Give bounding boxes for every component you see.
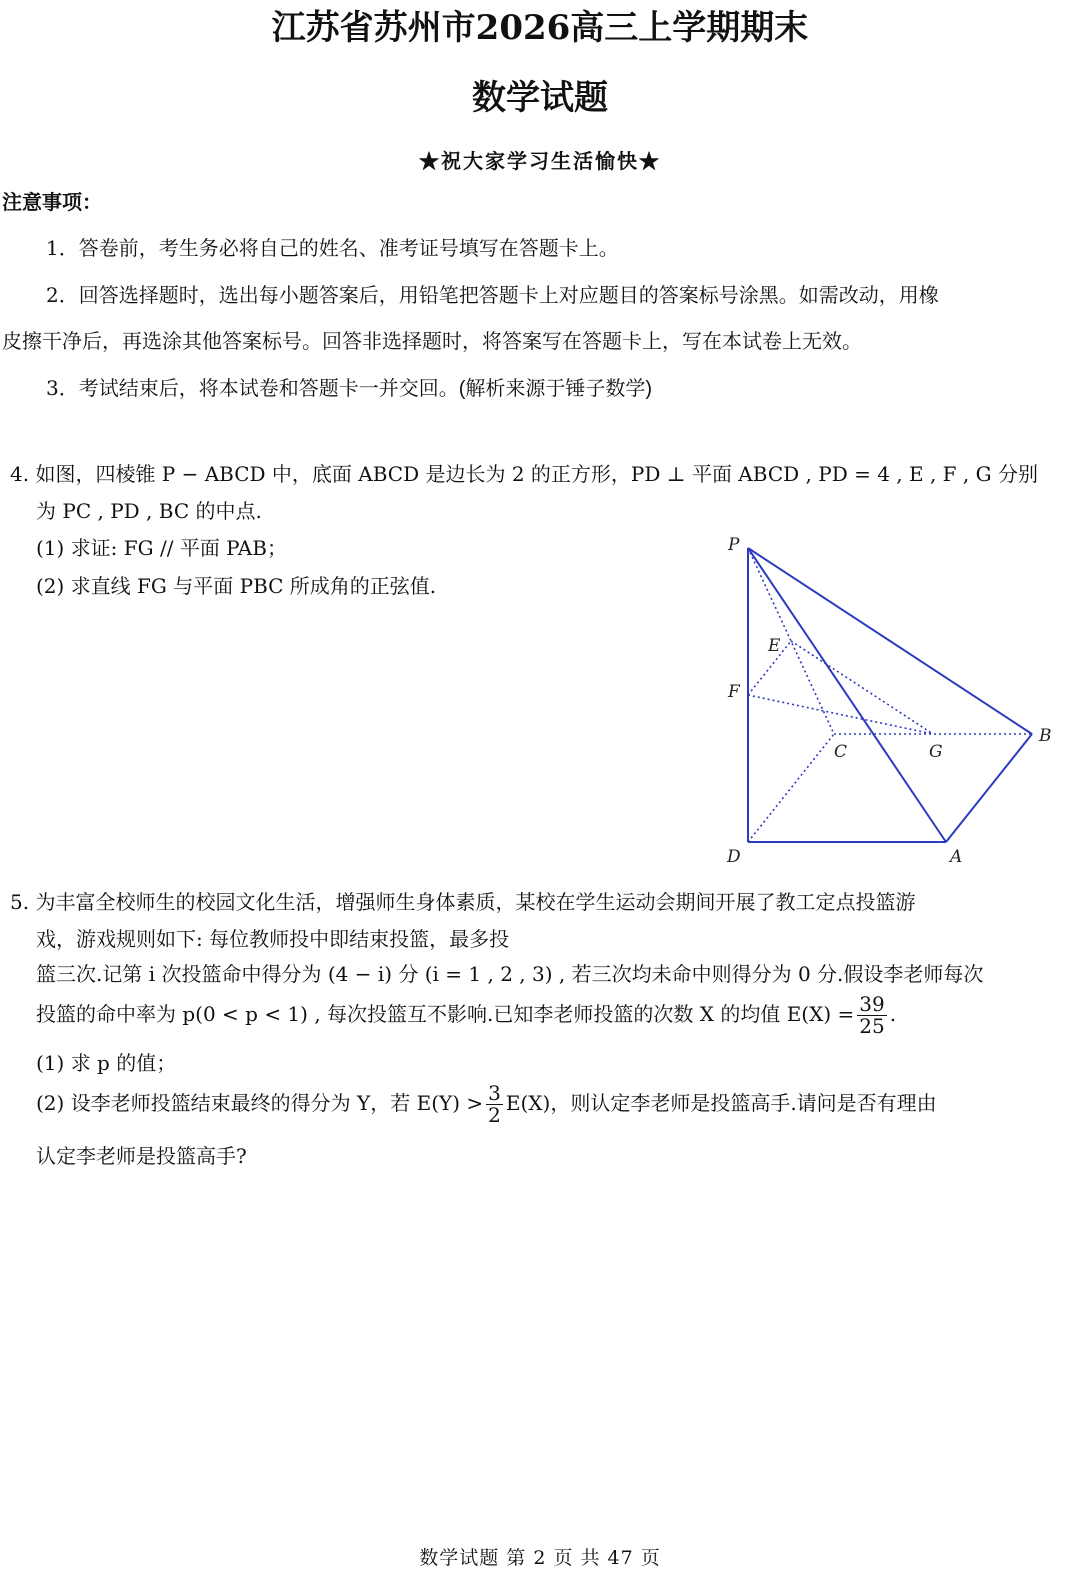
q5-line-4-end: . bbox=[889, 1002, 897, 1026]
q5-part-2-text-b: E(X)，则认定李老师是投篮高手.请问是否有理由 bbox=[505, 1091, 937, 1115]
q4-line-1: 4. 如图，四棱锥 P − ABCD 中，底面 ABCD 是边长为 2 的正方形，PD ⊥ 平面 ABCD , PD = 4 , E , F , G 分别 bbox=[10, 462, 1038, 486]
label-F: F bbox=[728, 682, 740, 702]
page-footer: 数学试题 第 2 页 共 47 页 bbox=[419, 1547, 661, 1569]
q5-line-2: 戏，游戏规则如下: 每位教师投中即结束投篮，最多投 bbox=[36, 927, 510, 951]
q5-line-4-text: 投篮的命中率为 p(0 < p < 1) , 每次投篮互不影响.已知李老师投篮的次数 X 的均值 E(X) = bbox=[36, 1002, 855, 1026]
notice-item-3-text: 3．考试结束后，将本试卷和答题卡一并交回。 bbox=[46, 376, 459, 400]
q4-part-1: (1) 求证: FG // 平面 PAB； bbox=[36, 536, 287, 560]
fraction-denominator: 2 bbox=[488, 1103, 501, 1127]
label-G: G bbox=[929, 742, 943, 762]
fraction-39-25 bbox=[857, 994, 886, 1037]
label-E: E bbox=[768, 636, 781, 656]
q4-part-2: (2) 求直线 FG 与平面 PBC 所成角的正弦值. bbox=[36, 574, 437, 598]
notice-title: 注意事项： bbox=[2, 190, 102, 214]
pyramid-figure bbox=[715, 528, 1060, 873]
q5-part-2-text-a: (2) 设李老师投篮结束最终的得分为 Y，若 E(Y) > bbox=[36, 1091, 484, 1115]
label-C: C bbox=[834, 742, 848, 762]
fraction-denominator: 25 bbox=[859, 1014, 885, 1038]
label-A: A bbox=[950, 847, 963, 867]
edge-DC bbox=[748, 734, 834, 842]
blessing-line: ★祝大家学习生活愉快★ bbox=[419, 149, 661, 173]
q5-part-1: (1) 求 p 的值； bbox=[36, 1051, 177, 1075]
fraction-numerator: 39 bbox=[859, 992, 885, 1016]
fraction-numerator: 3 bbox=[488, 1081, 501, 1105]
q5-line-3: 篮三次.记第 i 次投篮命中得分为 (4 − i) 分 (i = 1 , 2 , 3) , 若三次均未命中则得分为 0 分.假设李老师每次 bbox=[36, 962, 984, 986]
q5-line-4 bbox=[36, 994, 896, 1037]
edge-PB bbox=[748, 548, 1032, 734]
page-subtitle: 数学试题 bbox=[472, 78, 608, 118]
notice-item-2-line-2: 皮擦干净后，再选涂其他答案标号。回答非选择题时，将答案写在答题卡上，写在本试卷上无效。 bbox=[2, 329, 862, 353]
notice-item-2-line-1: 2．回答选择题时，选出每小题答案后，用铅笔把答题卡上对应题目的答案标号涂黑。如需改动，用橡 bbox=[46, 283, 939, 307]
segment-FG bbox=[748, 695, 933, 734]
q5-line-1: 5. 为丰富全校师生的校园文化生活，增强师生身体素质，某校在学生运动会期间开展了教工定点投篮游 bbox=[10, 890, 916, 914]
notice-item-3 bbox=[46, 372, 652, 401]
edge-PA bbox=[748, 548, 946, 842]
label-P: P bbox=[728, 535, 740, 555]
label-B: B bbox=[1039, 726, 1052, 746]
q5-part-2-line-2: 认定李老师是投篮高手? bbox=[36, 1144, 247, 1168]
notice-item-1: 1．答卷前，考生务必将自己的姓名、准考证号填写在答题卡上。 bbox=[46, 236, 619, 260]
label-D: D bbox=[727, 847, 741, 867]
edge-AB bbox=[946, 734, 1032, 842]
q4-line-2: 为 PC , PD , BC 的中点. bbox=[36, 499, 262, 523]
page-title: 江苏省苏州市2026高三上学期期末 bbox=[271, 8, 809, 48]
q5-part-2 bbox=[36, 1083, 937, 1126]
fraction-3-2 bbox=[486, 1083, 503, 1126]
notice-item-3-source: (解析来源于锤子数学) bbox=[458, 378, 653, 400]
